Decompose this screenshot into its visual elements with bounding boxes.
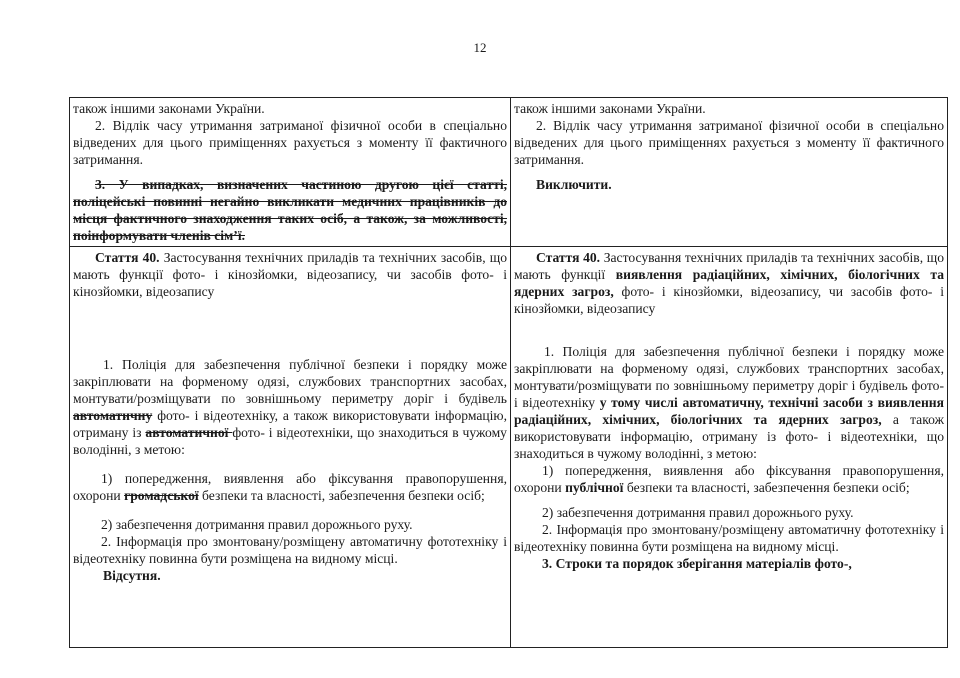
table-row bbox=[70, 247, 948, 648]
list-item: 2) забезпечення дотримання правил дорожнього руху. bbox=[101, 517, 413, 532]
page-number: 12 bbox=[473, 40, 487, 55]
table-row bbox=[70, 98, 948, 247]
list-item: 1) попередження, виявлення або фіксування правопорушення, охорони публічної безпеки та власності, забезпечення безпеки осіб; bbox=[514, 463, 944, 495]
paragraph: 2. Відлік часу утримання затриманої фізичної особи в спеціально відведених для цього приміщеннях рахується з моменту її фактичного затримання. bbox=[73, 118, 507, 167]
paragraph: 2. Відлік часу утримання затриманої фізичної особи в спеціально відведених для цього приміщеннях рахується з моменту її фактичного затримання. bbox=[514, 118, 944, 167]
paragraph: також іншими законами України. bbox=[73, 101, 265, 116]
list-item: 2) забезпечення дотримання правил дорожнього руху. bbox=[542, 505, 854, 520]
paragraph: також іншими законами України. bbox=[514, 101, 706, 116]
list-item: 1) попередження, виявлення або фіксування правопорушення, охорони громадської безпеки та власності, забезпечення безпеки осіб; bbox=[73, 471, 507, 503]
struck-paragraph: 3. У випадках, визначених частиною другою цієї статті, поліцейські повинні негайно викликати медичних працівників до місця фактичного знаходження таких осіб, а також, за можливості, поінформувати членів сім’ї. bbox=[73, 177, 507, 243]
paragraph: 3. Строки та порядок зберігання матеріалів фото-, bbox=[542, 556, 852, 571]
proposed-text-cell bbox=[511, 98, 948, 247]
comparison-table bbox=[69, 97, 948, 648]
paragraph: 2. Інформація про змонтовану/розміщену автоматичну фототехніку і відеотехніку повинна бути розміщена на видному місці. bbox=[73, 534, 507, 566]
article-heading: Стаття 40. Застосування технічних приладів та технічних засобів, що мають функції фото- і кінозйомки, відеозапису, чи засобів фото- і кінозйомки, відеозапису bbox=[73, 250, 507, 299]
paragraph: 2. Інформація про змонтовану/розміщену автоматичну фототехніку і відеотехніку повинна бути розміщена на видному місці. bbox=[514, 522, 944, 554]
current-text-cell bbox=[70, 98, 511, 247]
paragraph: Виключити. bbox=[536, 177, 612, 192]
paragraph: 1. Поліція для забезпечення публічної безпеки і порядку може закріплювати на форменому одязі, службових транспортних засобах, монтувати/розміщувати по зовнішньому периметру доріг і будівель фото- і відеотехніку у тому числі автоматичну, технічні засоби з виявлення радіаційних, хімічних, біологічних та ядерних загроз, а також використовувати інформацію, отриману із фото- і відеотехніки, що знаходиться в чужому володінні, з метою: bbox=[514, 344, 944, 461]
paragraph: 1. Поліція для забезпечення публічної безпеки і порядку може закріплювати на форменому одязі, службових транспортних засобах, монтувати/розміщувати по зовнішньому периметру доріг і будівель автоматичну фото- і відеотехніку, а також використовувати інформацію, отриману із автоматичної фото- і відеотехніки, що знаходиться в чужому володінні, з метою: bbox=[73, 357, 507, 457]
paragraph: Відсутня. bbox=[103, 568, 161, 583]
article-heading: Стаття 40. Застосування технічних приладів та технічних засобів, що мають функції виявлення радіаційних, хімічних, біологічних та ядерних загроз, фото- і кінозйомки, відеозапису, чи засобів фото- і кінозйомки, відеозапису bbox=[514, 250, 944, 316]
proposed-text-cell bbox=[511, 247, 948, 648]
current-text-cell bbox=[70, 247, 511, 648]
